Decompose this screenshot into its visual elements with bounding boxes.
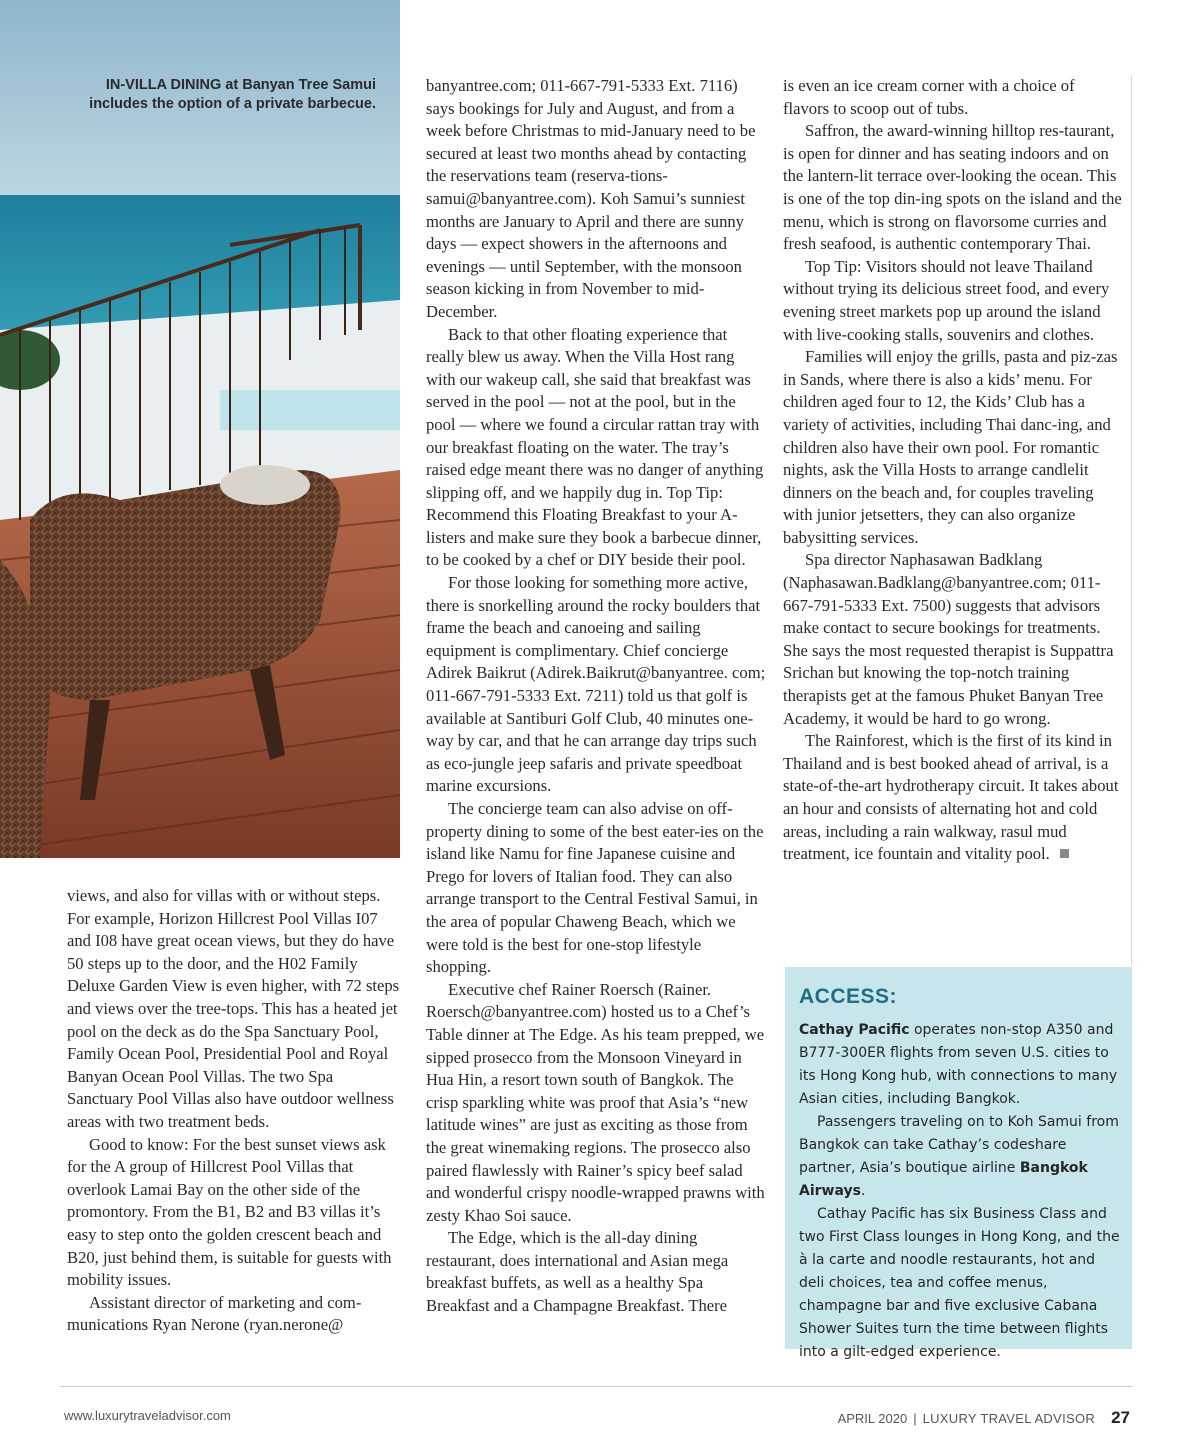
issue-date: APRIL 2020	[837, 1411, 908, 1426]
paragraph: is even an ice cream corner with a choice of flavors to scoop out of tubs.	[783, 76, 1075, 118]
footer-rule	[60, 1386, 1133, 1387]
paragraph: Top Tip: Visitors should not leave Thailand without trying its delicious street food, and every evening street markets pop up around the island with live-cooking stalls, souvenirs and clothes.	[783, 256, 1110, 344]
paragraph: Spa director Naphasawan Badklang (Naphasawan.Badklang@banyantree.com; 011-667-791-5333 Ext. 7500) suggests that advisors make contact to secure bookings for treatments. She says the most requested therapist is Suppattra Srichan but knowing the top-notch training therapists get at the famous Phuket Banyan Tree Academy, it would be hard to go wrong.	[783, 550, 1114, 728]
access-paragraph: Cathay Pacific has six Business Class and two First Class lounges in Hong Kong, and the à la carte and noodle restaurants, hot and deli choices, tea and coffee menus, champagne bar and five exclusive Cabana Shower Suites turn the time between flights into a gilt-edged experience.	[799, 1206, 1120, 1360]
footer-separator: |	[913, 1411, 917, 1426]
airline-name: Bangkok Airways	[799, 1160, 1088, 1199]
access-paragraph	[799, 1019, 1121, 1111]
column-rule	[1131, 75, 1132, 965]
footer-info	[838, 1408, 1130, 1428]
deck-chair-ocean-image	[0, 0, 400, 858]
airline-name: Cathay Pacific	[799, 1022, 910, 1038]
photo-caption: IN-VILLA DINING at Banyan Tree Samui includes the option of a private barbecue.	[89, 77, 376, 112]
access-body	[799, 1019, 1121, 1364]
paragraph: views, and also for villas with or without steps. For example, Horizon Hillcrest Pool Villas I07 and I08 have great ocean views, but they do have 50 steps up to the door, and the H02 Family Deluxe Garden View is even higher, with 72 steps and views over the tree-tops. This has a heated jet pool on the deck as do the Spa Sanctuary Pool, Family Ocean Pool, Presidential Pool and Royal Banyan Ocean Pool Villas. The two Spa Sanctuary Pool Villas also have outdoor wellness areas with two treatment beds.	[67, 886, 400, 1131]
resort-photo	[0, 0, 400, 858]
article-column-1	[67, 885, 402, 1337]
access-heading: ACCESS:	[799, 985, 898, 1008]
paragraph: For those looking for something more active, there is snorkelling around the rocky boulders that frame the beach and canoeing and sailing equipment is complimentary. Chief concierge Adirek Baikrut (Adirek.Baikrut@banyantree. com; 011-667-791-5333 Ext. 7211) told us that golf is available at Santiburi Golf Club, 40 minutes one-way by car, and that he can arrange day trips such as eco-jungle jeep safaris and private speedboat marine excursions.	[426, 573, 766, 796]
paragraph: The concierge team can also advise on off-property dining to some of the best eater-ies on the island like Namu for fine Japanese cuisine and Prego for lovers of Italian food. They can also arrange transport to the Central Festival Samui, in the area of popular Chaweng Beach, which we were told is the best for one-stop lifestyle shopping.	[426, 799, 764, 977]
page-number: 27	[1111, 1408, 1130, 1427]
paragraph: Families will enjoy the grills, pasta and piz-zas in Sands, where there is also a kids’ menu. For children aged four to 12, the Kids’ Club has a variety of activities, including Thai danc-ing, and children also have their own pool. For romantic nights, ask the Villa Hosts to arrange candlelit dinners on the beach and, for couples traveling with junior jetsetters, they can also organize babysitting services.	[783, 347, 1118, 547]
paragraph: Back to that other floating experience that really blew us away. When the Villa Host rang with our wakeup call, she said that breakfast was served in the pool — not at the pool, but in the pool — where we found a circular rattan tray with our breakfast floating on the water. The tray’s raised edge meant there was no danger of anything slipping off, and we happily dug in. Top Tip: Recommend this Floating Breakfast to your A-listers and make sure they book a barbecue dinner, to be cooked by a chef or DIY beside their pool.	[426, 324, 764, 570]
paragraph-text: The Rainforest, which is the first of its kind in Thailand and is best booked ahead of arrival, is a state-of-the-art hydrotherapy circuit. It takes about an hour and consists of alternating hot and cold areas, including a rain walkway, rasul mud treatment, ice fountain and vitality pool.	[783, 731, 1119, 864]
access-sidebar	[785, 967, 1132, 1360]
footer-url: www.luxurytraveladvisor.com	[64, 1408, 231, 1423]
paragraph: Executive chef Rainer Roersch (Rainer. Roersch@banyantree.com) hosted us to a Chef’s Table dinner at The Edge. As his team prepped, we sipped prosecco from the Monsoon Vineyard in Hua Hin, a resort town south of Bangkok. The crisp sparkling white was proof that Asia’s “new latitude wines” are just as exciting as those from the great winemaking regions. The prosecco also paired flawlessly with Rainer’s spicy beef salad and wonderful crispy noodle-wrapped prawns with zesty Khao Soi sauce.	[426, 979, 765, 1225]
publication-name: LUXURY TRAVEL ADVISOR	[922, 1411, 1096, 1426]
paragraph: Good to know: For the best sunset views ask for the A group of Hillcrest Pool Villas that overlook Lamai Bay on the other side of the promontory. From the B1, B2 and B3 villas it’s easy to step onto the golden crescent beach and B20, just behind them, is suitable for guests with mobility issues.	[67, 1134, 392, 1290]
access-paragraph	[799, 1111, 1121, 1203]
end-mark-icon	[1060, 849, 1069, 858]
access-text: .	[860, 1183, 866, 1199]
article-column-3	[783, 75, 1123, 866]
paragraph: banyantree.com; 011-667-791-5333 Ext. 7116) says bookings for July and August, and from a week before Christmas to mid-January need to be secured at least two months ahead by contacting the reservations team (reserva-tions-samui@banyantree.com). Koh Samui’s sunniest months are January to April and there are sunny days — expect showers in the afternoons and evenings — until September, with the monsoon season kicking in from November to mid-December.	[426, 76, 756, 321]
article-column-2	[426, 75, 766, 1318]
access-text: Passengers traveling on to Koh Samui from Bangkok can take Cathay’s codeshare partner, Asia’s boutique airline	[799, 1114, 1119, 1176]
paragraph: Assistant director of marketing and com-munications Ryan Nerone (ryan.nerone@	[67, 1292, 362, 1335]
access-text: operates non-stop A350 and B777-300ER flights from seven U.S. cities to its Hong Kong hub, with connections to many Asian cities, including Bangkok.	[799, 1022, 1118, 1107]
paragraph: The Edge, which is the all-day dining restaurant, does international and Asian mega breakfast buffets, as well as a healthy Spa Breakfast and a Champagne Breakfast. There	[426, 1228, 729, 1316]
paragraph: Saffron, the award-winning hilltop res-taurant, is open for dinner and has seating indoors and on the lantern-lit terrace over-looking the ocean. This is one of the top din-ing spots on the island and the menu, which is strong on flavorsome curries and fresh seafood, is authentic contemporary Thai.	[783, 121, 1122, 254]
paragraph-last	[783, 730, 1123, 866]
